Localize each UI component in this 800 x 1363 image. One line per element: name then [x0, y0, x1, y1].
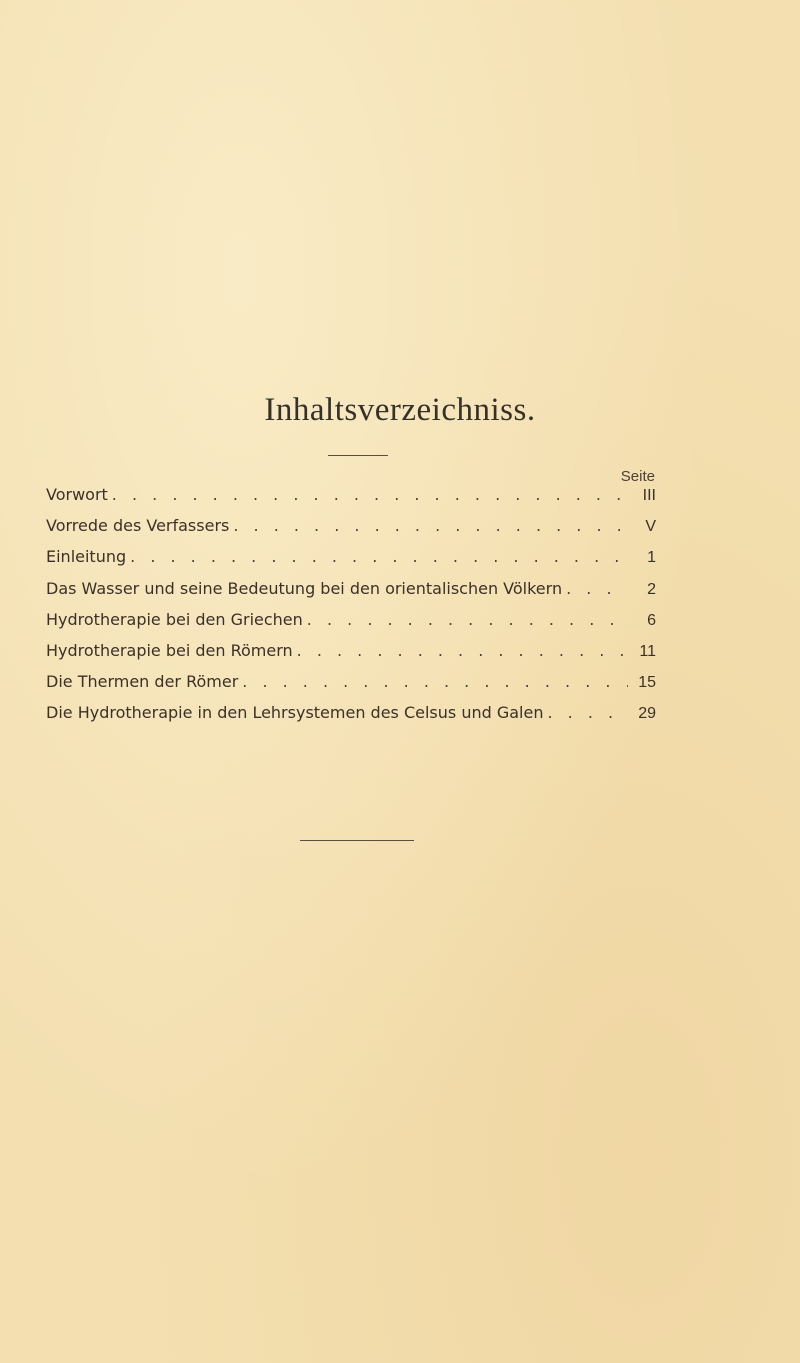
dot-leader: [242, 672, 628, 691]
page-column-label: Seite: [620, 468, 655, 485]
toc-entry-page: 6: [647, 611, 656, 629]
dot-leader: [547, 703, 628, 722]
title-divider: [328, 455, 388, 456]
toc-entry-page: 29: [638, 705, 656, 723]
toc-entry-title: Das Wasser und seine Bedeutung bei den orientalischen Völkern: [46, 578, 563, 598]
page-title: Inhaltsverzeichniss.: [264, 392, 536, 428]
toc-entry: [46, 641, 656, 672]
toc-entry-title: Einleitung: [46, 547, 127, 567]
toc-entry: [46, 516, 656, 547]
toc-entry: [46, 547, 656, 578]
toc-entry: [46, 579, 656, 610]
dot-leader: [566, 579, 628, 598]
toc-entry-page: V: [645, 518, 656, 536]
toc-entry-page: III: [642, 487, 656, 504]
toc-entry-title: Die Thermen der Römer: [46, 672, 239, 692]
toc-entry: [46, 703, 656, 734]
dot-leader: [297, 641, 628, 660]
table-of-contents: [46, 485, 656, 735]
toc-entry-page: 2: [647, 580, 656, 598]
toc-entry: [46, 610, 656, 641]
toc-entry-title: Hydrotherapie bei den Römern: [46, 640, 293, 660]
dot-leader: [112, 485, 628, 504]
dot-leader: [130, 547, 628, 566]
dot-leader: [233, 516, 628, 535]
dot-leader: [307, 610, 628, 629]
toc-entry-page: 1: [647, 549, 656, 567]
closing-divider: [300, 840, 414, 841]
toc-entry: [46, 672, 656, 703]
toc-entry-page: 15: [638, 674, 656, 692]
toc-entry-title: Vorrede des Verfassers: [46, 516, 230, 536]
toc-entry-title: Vorwort: [46, 485, 108, 504]
toc-entry: [46, 485, 656, 516]
toc-entry-title: Die Hydrotherapie in den Lehrsystemen des Celsus und Galen: [46, 703, 544, 723]
toc-entry-page: 11: [639, 642, 656, 660]
toc-entry-title: Hydrotherapie bei den Griechen: [46, 609, 303, 629]
